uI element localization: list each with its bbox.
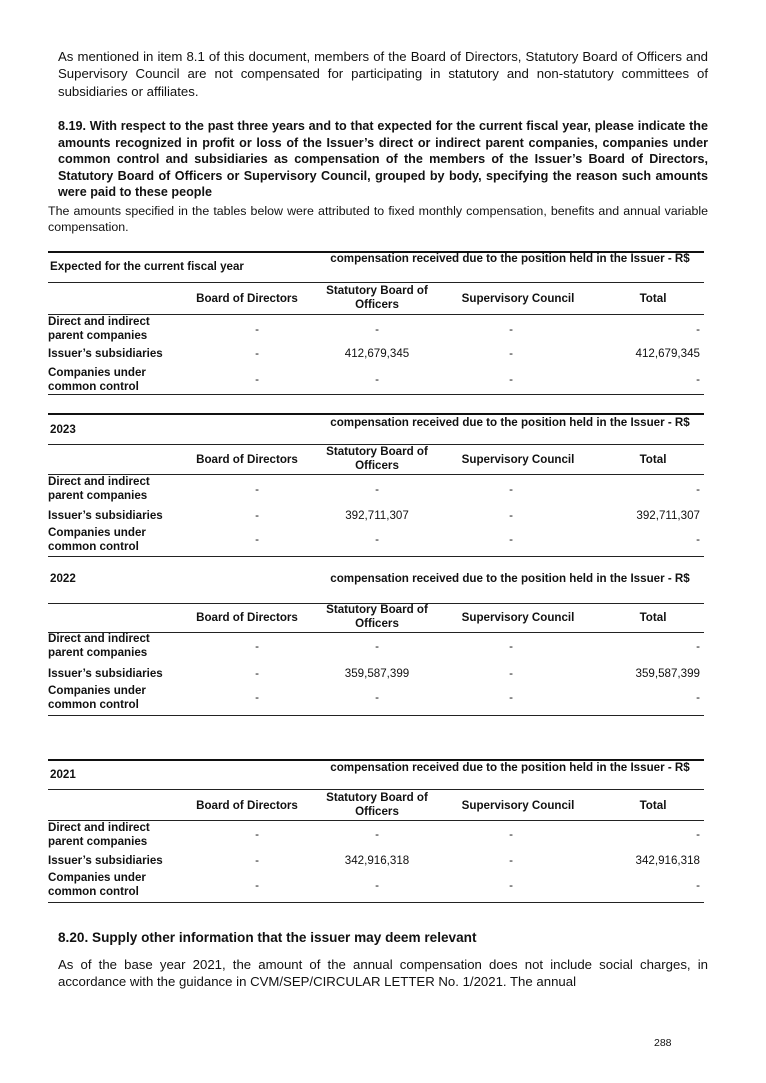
table-cell: 412,679,345 <box>635 347 700 360</box>
table-cell: - <box>509 691 513 704</box>
column-header: Statutory Board of Officers <box>326 791 428 818</box>
table-cell: - <box>509 640 513 653</box>
table-rule <box>48 282 704 283</box>
table-rule <box>48 789 704 790</box>
table-cell: - <box>696 828 700 841</box>
column-header: Total <box>639 799 667 812</box>
column-header: Statutory Board of Officers <box>326 284 428 311</box>
section-8-20-title: 8.20. Supply other information that the issuer may deem relevant <box>58 930 477 945</box>
row-label: Direct and indirect parent companies <box>48 632 150 659</box>
compensation-table-2023 <box>48 413 704 557</box>
table-cell: - <box>255 854 259 867</box>
table-cell: - <box>375 533 379 546</box>
column-header: Board of Directors <box>196 453 298 466</box>
table-cell: - <box>255 347 259 360</box>
table-cell: 412,679,345 <box>344 347 410 360</box>
table-period: 2022 <box>50 572 76 585</box>
table-cell: - <box>375 879 379 892</box>
page-number: 288 <box>654 1037 672 1049</box>
row-label: Companies under common control <box>48 684 146 711</box>
table-rule <box>48 556 704 557</box>
compensation-table-expected <box>48 251 704 395</box>
row-label: Issuer’s subsidiaries <box>48 347 163 360</box>
table-cell: - <box>375 640 379 653</box>
table-cell: - <box>509 854 513 867</box>
column-header: Statutory Board of Officers <box>326 603 428 630</box>
table-group-header: compensation received due to the position held in the Issuer - R$ <box>330 416 690 429</box>
row-label: Direct and indirect parent companies <box>48 315 150 342</box>
table-rule <box>48 715 704 716</box>
table-cell: - <box>509 879 513 892</box>
table-period: 2021 <box>50 768 76 781</box>
column-header: Board of Directors <box>196 799 298 812</box>
table-cell: - <box>696 879 700 892</box>
table-cell: 392,711,307 <box>636 509 700 522</box>
table-cell: - <box>375 373 379 386</box>
table-rule <box>48 394 704 395</box>
table-cell: - <box>375 323 379 336</box>
table-cell: - <box>696 323 700 336</box>
table-cell: - <box>255 828 259 841</box>
table-group-header: compensation received due to the position held in the Issuer - R$ <box>330 761 690 774</box>
table-period: 2023 <box>50 423 76 436</box>
row-label: Issuer’s subsidiaries <box>48 509 163 522</box>
table-cell: 359,587,399 <box>344 667 410 680</box>
table-cell: - <box>375 828 379 841</box>
table-period: Expected for the current fiscal year <box>50 260 244 273</box>
row-label: Companies under common control <box>48 526 146 553</box>
table-cell: - <box>696 483 700 496</box>
table-cell: - <box>696 533 700 546</box>
intro-paragraph: As mentioned in item 8.1 of this document, members of the Board of Directors, Statutory Board of Officers and Supervisory Council are not compensated for participating in statutory and non-statutory committees of subsidiaries or affiliates. <box>58 49 708 99</box>
table-cell: - <box>509 373 513 386</box>
table-group-header: compensation received due to the position held in the Issuer - R$ <box>330 572 690 585</box>
table-cell: - <box>255 640 259 653</box>
column-header: Supervisory Council <box>461 292 575 305</box>
column-header: Board of Directors <box>196 292 298 305</box>
row-label: Companies under common control <box>48 871 146 898</box>
table-cell: 342,916,318 <box>635 854 700 867</box>
column-header: Statutory Board of Officers <box>326 445 428 472</box>
table-cell: - <box>255 373 259 386</box>
table-cell: - <box>255 483 259 496</box>
column-header: Supervisory Council <box>461 453 575 466</box>
column-header: Supervisory Council <box>461 799 575 812</box>
table-cell: - <box>509 483 513 496</box>
table-cell: - <box>509 667 513 680</box>
table-cell: - <box>509 509 513 522</box>
table-cell: 342,916,318 <box>344 854 410 867</box>
table-cell: - <box>509 323 513 336</box>
table-cell: - <box>255 509 259 522</box>
section-8-19-title: 8.19. With respect to the past three years and to that expected for the current fiscal year, please indicate the amounts recognized in profit or loss of the Issuer’s direct or indirect parent companies, companies under common control and subsidiaries as compensation of the members of the Issuer’s Board of Directors, Statutory Board of Officers or Supervisory Council, grouped by body, specifying the reason such amounts were paid to these people <box>58 119 708 200</box>
compensation-table-2021 <box>48 759 704 903</box>
table-cell: 359,587,399 <box>635 667 700 680</box>
section-8-20-text: As of the base year 2021, the amount of the annual compensation does not include social charges, in accordance with the guidance in CVM/SEP/CIRCULAR LETTER No. 1/2021. The annual <box>58 957 708 990</box>
table-cell: - <box>255 879 259 892</box>
row-label: Companies under common control <box>48 366 146 393</box>
table-cell: - <box>255 667 259 680</box>
table-cell: - <box>255 323 259 336</box>
table-group-header: compensation received due to the position held in the Issuer - R$ <box>330 252 690 265</box>
table-cell: - <box>255 533 259 546</box>
compensation-table-2022 <box>48 570 704 716</box>
table-cell: - <box>375 691 379 704</box>
table-cell: - <box>375 483 379 496</box>
table-cell: - <box>509 347 513 360</box>
table-cell: - <box>696 373 700 386</box>
table-rule <box>48 902 704 903</box>
column-header: Total <box>639 292 667 305</box>
table-cell: - <box>509 828 513 841</box>
column-header: Supervisory Council <box>461 611 575 624</box>
table-rule <box>48 413 704 415</box>
column-header: Total <box>639 611 667 624</box>
row-label: Issuer’s subsidiaries <box>48 854 163 867</box>
table-cell: - <box>255 691 259 704</box>
table-cell: - <box>509 533 513 546</box>
column-header: Total <box>639 453 667 466</box>
row-label: Direct and indirect parent companies <box>48 821 150 848</box>
table-cell: 392,711,307 <box>345 509 409 522</box>
table-cell: - <box>696 640 700 653</box>
row-label: Issuer’s subsidiaries <box>48 667 163 680</box>
row-label: Direct and indirect parent companies <box>48 475 150 502</box>
table-cell: - <box>696 691 700 704</box>
tables-note: The amounts specified in the tables below were attributed to fixed monthly compensation, benefits and annual variable compensation. <box>48 204 708 234</box>
column-header: Board of Directors <box>196 611 298 624</box>
